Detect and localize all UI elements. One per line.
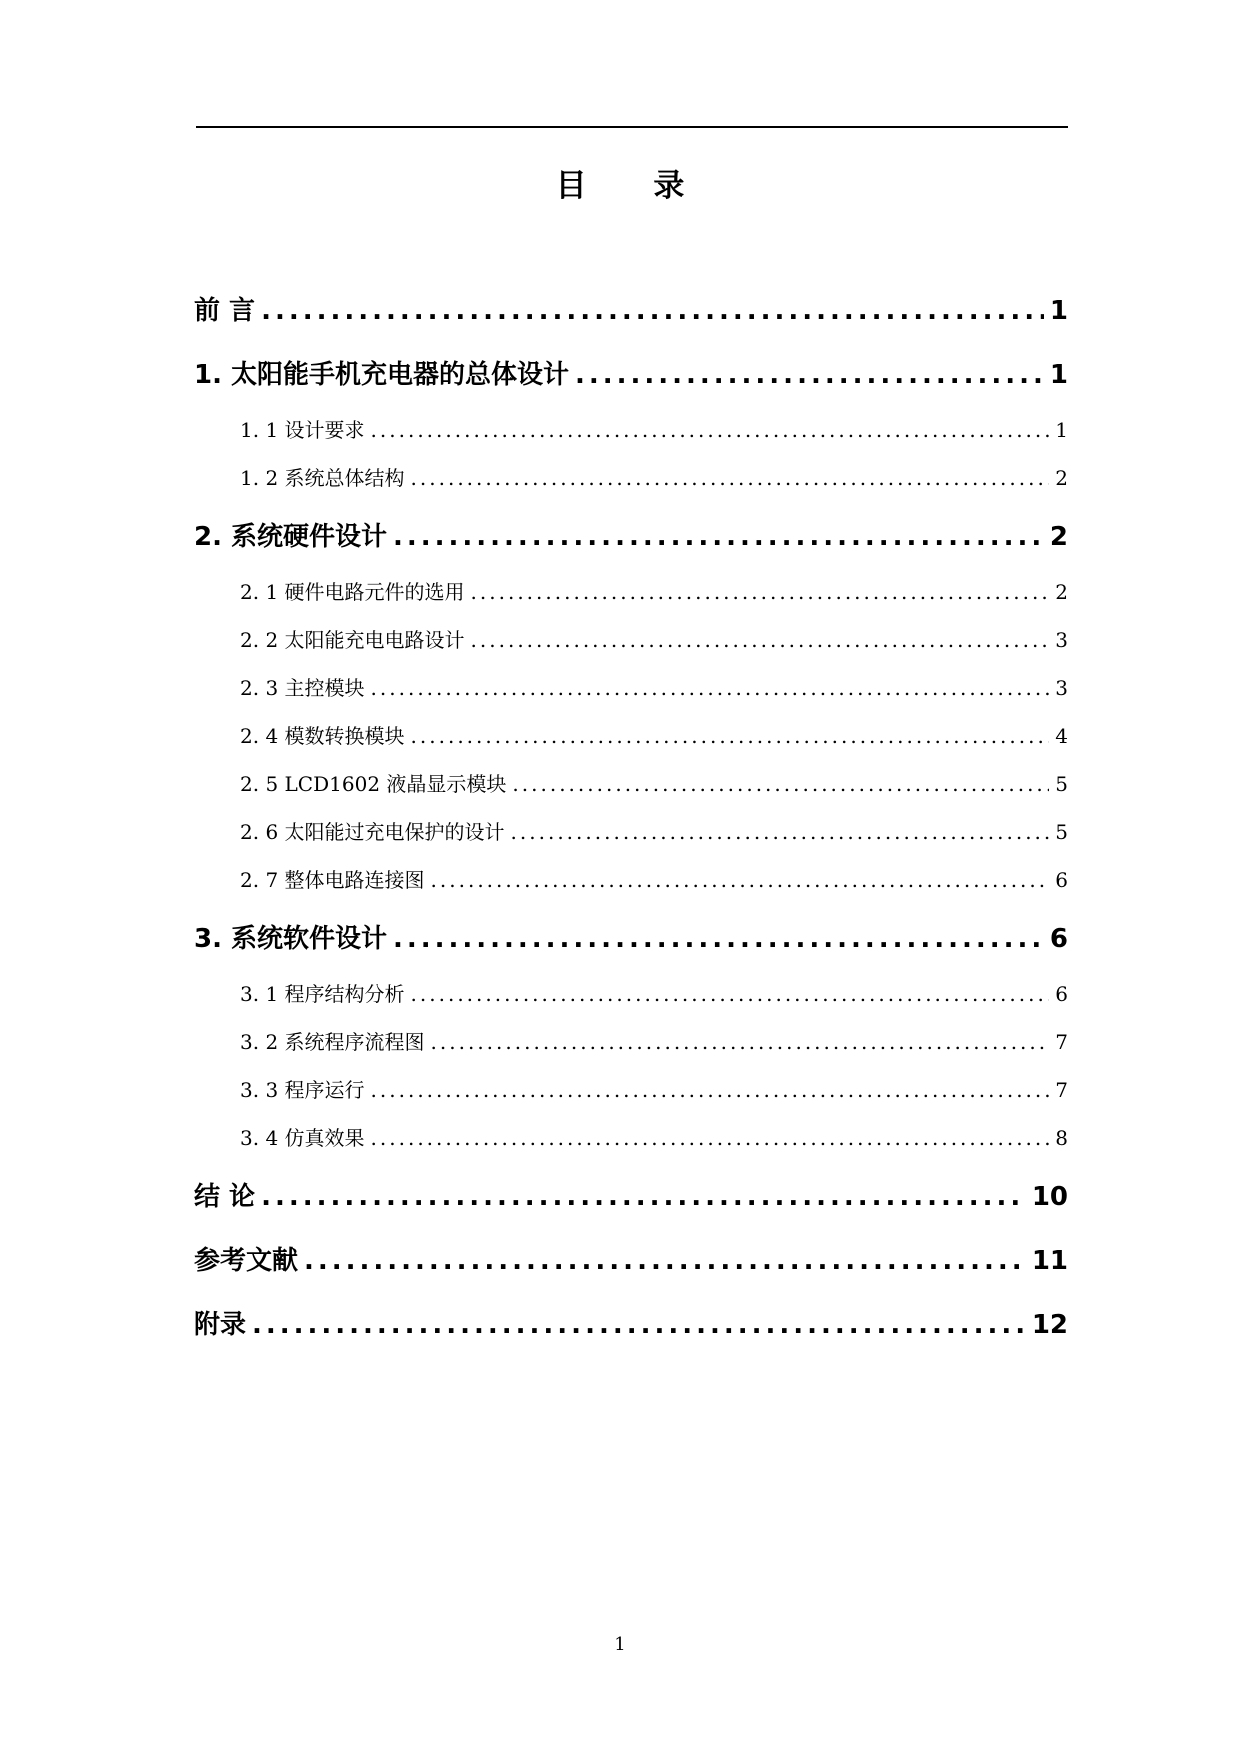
toc-entry-page: 6 [1055,982,1068,1006]
page-title: 目 录 [555,168,713,204]
toc-entry-section-2-3[interactable] [240,672,1068,701]
toc-entry-label: 1. 太阳能手机充电器的总体设计 [194,360,570,390]
dot-leader [252,1310,1026,1340]
dot-leader [411,982,1050,1006]
toc-entry-label: 2. 6 太阳能过充电保护的设计 [240,820,505,844]
toc-entry-page: 11 [1031,1246,1068,1276]
dot-leader [575,360,1044,390]
dot-leader [411,724,1050,748]
toc-entry-page: 2 [1049,522,1068,552]
toc-entry-section-3-3[interactable] [240,1074,1068,1103]
toc-entry-page: 2 [1055,466,1068,490]
toc-entry-page: 1 [1055,418,1068,442]
toc-entry-section-2-4[interactable] [240,720,1068,749]
toc-entry-section-3-2[interactable] [240,1026,1068,1055]
toc-entry-label: 2. 3 主控模块 [240,676,365,700]
toc-entry-section-2-5[interactable] [240,768,1068,797]
page-number: 1 [614,1634,626,1655]
dot-leader [261,296,1044,326]
dot-leader [371,418,1050,442]
toc-entry-label: 3. 4 仿真效果 [240,1126,365,1150]
toc-entry-label: 结 论 [194,1182,256,1212]
toc-entry-label: 2. 1 硬件电路元件的选用 [240,580,465,604]
toc-entry-label: 3. 1 程序结构分析 [240,982,405,1006]
toc-entry-section-2-6[interactable] [240,816,1068,845]
toc-entry-section-2-7[interactable] [240,864,1068,893]
toc-entry-chapter-3[interactable] [194,918,1068,955]
dot-leader [371,1078,1050,1102]
toc-entry-page: 1 [1049,296,1068,326]
toc-entry-label: 2. 5 LCD1602 液晶显示模块 [240,772,507,796]
toc-entry-page: 6 [1049,924,1068,954]
toc-entry-page: 5 [1055,820,1068,844]
toc-entry-label: 1. 1 设计要求 [240,418,365,442]
toc-entry-label: 参考文献 [194,1246,299,1276]
toc-entry-page: 4 [1055,724,1068,748]
toc-entry-label: 2. 7 整体电路连接图 [240,868,425,892]
toc-entry-page: 12 [1031,1310,1068,1340]
dot-leader [431,1030,1050,1054]
toc-entry-preface[interactable] [194,290,1068,327]
dot-leader [431,868,1050,892]
toc-entry-label: 3. 2 系统程序流程图 [240,1030,425,1054]
toc-entry-label: 2. 2 太阳能充电电路设计 [240,628,465,652]
dot-leader [471,580,1050,604]
toc-entry-page: 8 [1055,1126,1068,1150]
dot-leader [512,772,1049,796]
dot-leader [371,676,1050,700]
toc-entry-page: 1 [1049,360,1068,390]
toc-entry-section-2-2[interactable] [240,624,1068,653]
toc-entry-section-1-1[interactable] [240,414,1068,443]
toc-entry-page: 7 [1055,1030,1068,1054]
toc-entry-section-2-1[interactable] [240,576,1068,605]
toc-entry-label: 2. 系统硬件设计 [194,522,388,552]
toc-entry-conclusion[interactable] [194,1176,1068,1213]
dot-leader [471,628,1050,652]
toc-entry-page: 2 [1055,580,1068,604]
toc-entry-label: 3. 3 程序运行 [240,1078,365,1102]
toc-entry-page: 3 [1055,676,1068,700]
toc-entry-page: 7 [1055,1078,1068,1102]
toc-entry-label: 3. 系统软件设计 [194,924,388,954]
toc-entry-chapter-1[interactable] [194,354,1068,391]
toc-entry-page: 3 [1055,628,1068,652]
dot-leader [304,1246,1026,1276]
toc-entry-appendix[interactable] [194,1304,1068,1341]
toc-entry-label: 1. 2 系统总体结构 [240,466,405,490]
toc-entry-label: 2. 4 模数转换模块 [240,724,405,748]
toc-entry-references[interactable] [194,1240,1068,1277]
dot-leader [371,1126,1050,1150]
toc-entry-section-1-2[interactable] [240,462,1068,491]
dot-leader [511,820,1050,844]
dot-leader [411,466,1050,490]
toc-entry-label: 附录 [194,1310,247,1340]
toc-entry-chapter-2[interactable] [194,516,1068,553]
toc-entry-section-3-4[interactable] [240,1122,1068,1151]
toc-entry-section-3-1[interactable] [240,978,1068,1007]
dot-leader [393,924,1044,954]
toc-entry-page: 6 [1055,868,1068,892]
dot-leader [261,1182,1026,1212]
dot-leader [393,522,1044,552]
toc-entry-page: 5 [1055,772,1068,796]
toc-entry-label: 前 言 [194,296,256,326]
toc-entry-page: 10 [1031,1182,1068,1212]
